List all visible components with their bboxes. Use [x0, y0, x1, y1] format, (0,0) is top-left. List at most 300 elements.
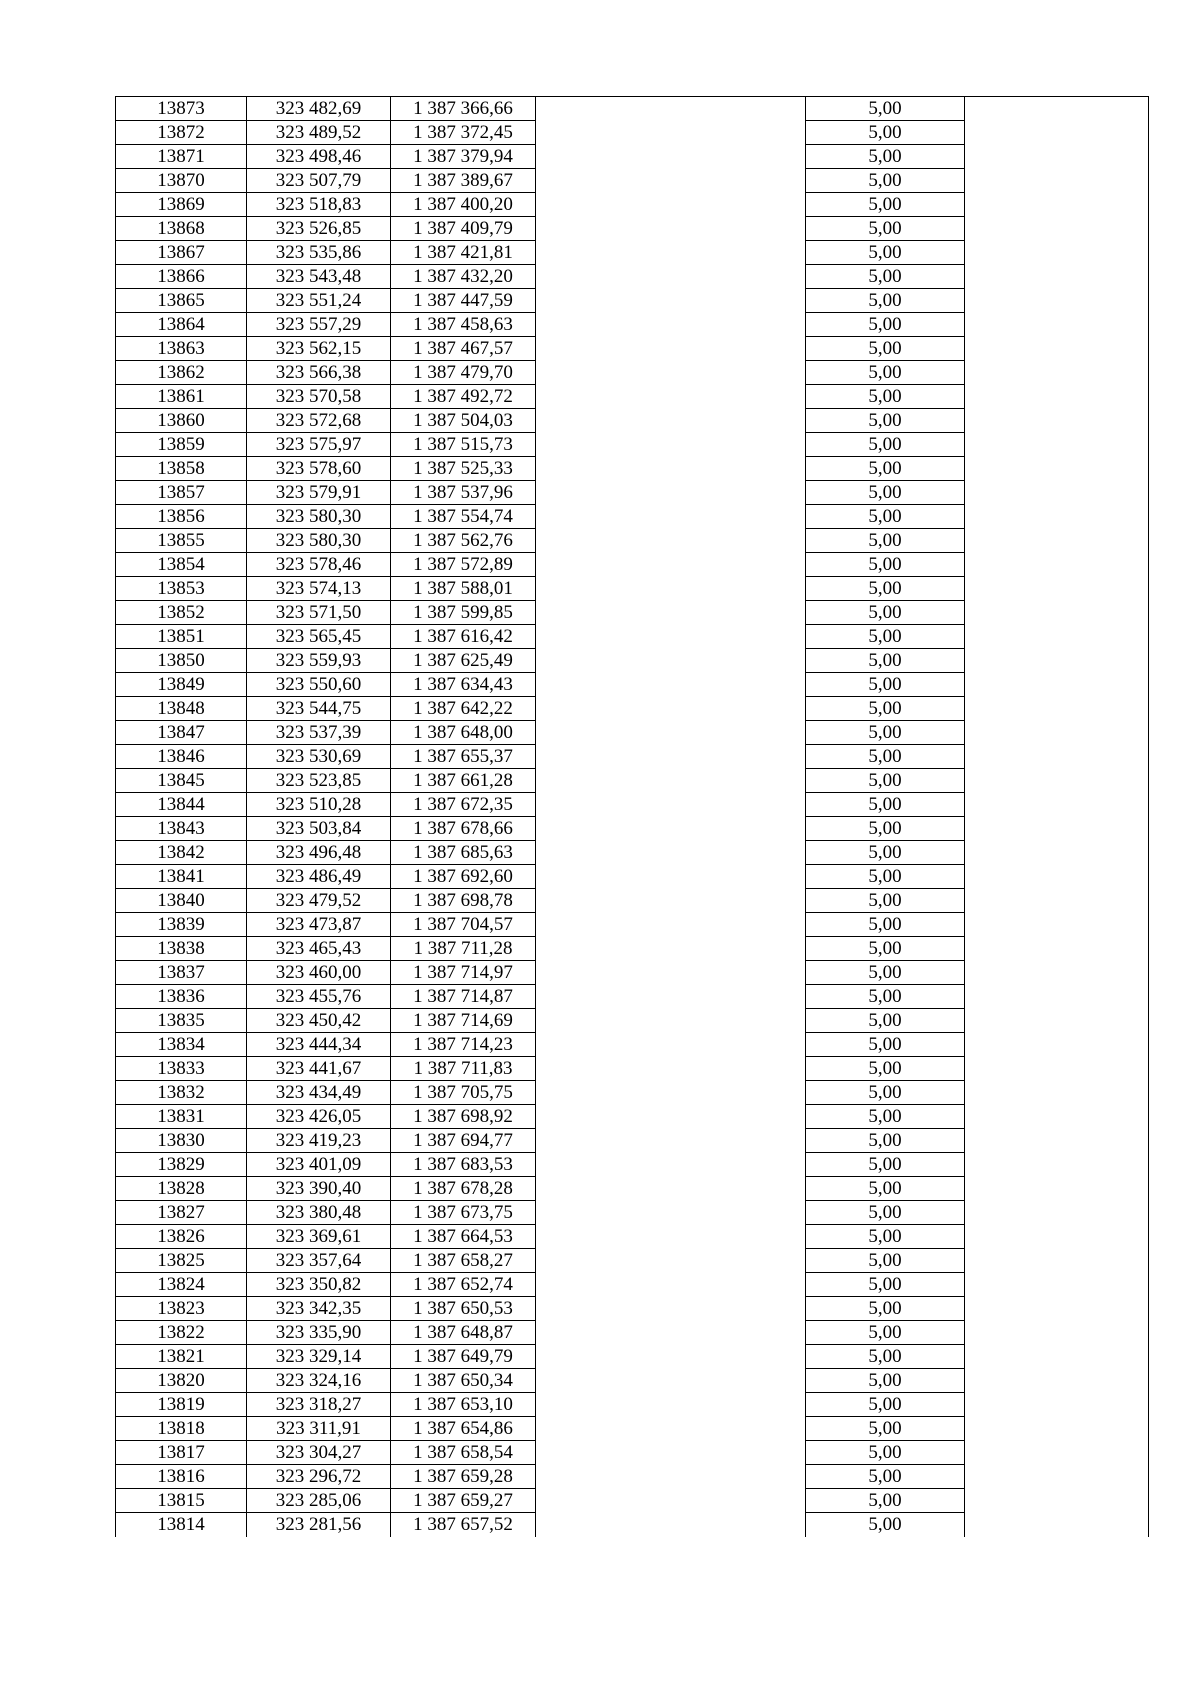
value-cell: 5,00 [806, 529, 965, 553]
value-cell: 5,00 [806, 1105, 965, 1129]
point-number-cell: 13830 [116, 1129, 247, 1153]
empty-cell [965, 1033, 1149, 1057]
empty-cell [536, 1201, 806, 1225]
table-row [116, 313, 1149, 337]
coordinates-table [115, 96, 1149, 1537]
value-cell: 5,00 [806, 433, 965, 457]
empty-cell [536, 145, 806, 169]
empty-cell [965, 1321, 1149, 1345]
table-row [116, 745, 1149, 769]
empty-cell [536, 697, 806, 721]
empty-cell [536, 1033, 806, 1057]
y-coordinate-cell: 1 387 711,83 [391, 1057, 536, 1081]
table-row [116, 841, 1149, 865]
table-row [116, 481, 1149, 505]
x-coordinate-cell: 323 523,85 [247, 769, 391, 793]
value-cell: 5,00 [806, 625, 965, 649]
empty-cell [965, 865, 1149, 889]
x-coordinate-cell: 323 311,91 [247, 1417, 391, 1441]
x-coordinate-cell: 323 551,24 [247, 289, 391, 313]
x-coordinate-cell: 323 281,56 [247, 1513, 391, 1537]
x-coordinate-cell: 323 498,46 [247, 145, 391, 169]
y-coordinate-cell: 1 387 525,33 [391, 457, 536, 481]
table-row [116, 985, 1149, 1009]
value-cell: 5,00 [806, 601, 965, 625]
value-cell: 5,00 [806, 1441, 965, 1465]
empty-cell [536, 481, 806, 505]
empty-cell [536, 817, 806, 841]
empty-cell [965, 1489, 1149, 1513]
empty-cell [536, 1369, 806, 1393]
empty-cell [965, 1249, 1149, 1273]
value-cell: 5,00 [806, 937, 965, 961]
value-cell: 5,00 [806, 289, 965, 313]
table-row [116, 913, 1149, 937]
table-row [116, 289, 1149, 313]
value-cell: 5,00 [806, 1393, 965, 1417]
empty-cell [536, 1273, 806, 1297]
empty-cell [965, 313, 1149, 337]
empty-cell [536, 457, 806, 481]
value-cell: 5,00 [806, 505, 965, 529]
x-coordinate-cell: 323 543,48 [247, 265, 391, 289]
point-number-cell: 13824 [116, 1273, 247, 1297]
x-coordinate-cell: 323 535,86 [247, 241, 391, 265]
value-cell: 5,00 [806, 793, 965, 817]
value-cell: 5,00 [806, 1201, 965, 1225]
empty-cell [965, 1225, 1149, 1249]
table-row [116, 1057, 1149, 1081]
y-coordinate-cell: 1 387 562,76 [391, 529, 536, 553]
empty-cell [965, 1393, 1149, 1417]
empty-cell [965, 1417, 1149, 1441]
empty-cell [536, 505, 806, 529]
value-cell: 5,00 [806, 1009, 965, 1033]
value-cell: 5,00 [806, 553, 965, 577]
point-number-cell: 13851 [116, 625, 247, 649]
table-row [116, 529, 1149, 553]
x-coordinate-cell: 323 450,42 [247, 1009, 391, 1033]
x-coordinate-cell: 323 566,38 [247, 361, 391, 385]
y-coordinate-cell: 1 387 655,37 [391, 745, 536, 769]
table-row [116, 505, 1149, 529]
value-cell: 5,00 [806, 817, 965, 841]
x-coordinate-cell: 323 510,28 [247, 793, 391, 817]
value-cell: 5,00 [806, 241, 965, 265]
empty-cell [536, 241, 806, 265]
value-cell: 5,00 [806, 913, 965, 937]
x-coordinate-cell: 323 489,52 [247, 121, 391, 145]
table-row [116, 697, 1149, 721]
table-row [116, 1177, 1149, 1201]
y-coordinate-cell: 1 387 714,69 [391, 1009, 536, 1033]
y-coordinate-cell: 1 387 658,54 [391, 1441, 536, 1465]
point-number-cell: 13836 [116, 985, 247, 1009]
value-cell: 5,00 [806, 1297, 965, 1321]
value-cell: 5,00 [806, 673, 965, 697]
empty-cell [965, 97, 1149, 121]
point-number-cell: 13827 [116, 1201, 247, 1225]
y-coordinate-cell: 1 387 649,79 [391, 1345, 536, 1369]
table-row [116, 97, 1149, 121]
empty-cell [965, 1057, 1149, 1081]
point-number-cell: 13862 [116, 361, 247, 385]
point-number-cell: 13835 [116, 1009, 247, 1033]
table-row [116, 457, 1149, 481]
empty-cell [536, 937, 806, 961]
value-cell: 5,00 [806, 97, 965, 121]
empty-cell [536, 985, 806, 1009]
empty-cell [965, 457, 1149, 481]
y-coordinate-cell: 1 387 661,28 [391, 769, 536, 793]
empty-cell [536, 1249, 806, 1273]
value-cell: 5,00 [806, 409, 965, 433]
table-row [116, 1465, 1149, 1489]
empty-cell [965, 1129, 1149, 1153]
point-number-cell: 13849 [116, 673, 247, 697]
table-row [116, 121, 1149, 145]
value-cell: 5,00 [806, 1369, 965, 1393]
point-number-cell: 13819 [116, 1393, 247, 1417]
table-row [116, 1129, 1149, 1153]
empty-cell [965, 553, 1149, 577]
point-number-cell: 13838 [116, 937, 247, 961]
empty-cell [965, 1177, 1149, 1201]
y-coordinate-cell: 1 387 711,28 [391, 937, 536, 961]
table-row [116, 169, 1149, 193]
point-number-cell: 13825 [116, 1249, 247, 1273]
empty-cell [965, 361, 1149, 385]
x-coordinate-cell: 323 550,60 [247, 673, 391, 697]
table-row [116, 769, 1149, 793]
empty-cell [536, 1129, 806, 1153]
table-row [116, 1393, 1149, 1417]
empty-cell [536, 961, 806, 985]
table-row [116, 1417, 1149, 1441]
value-cell: 5,00 [806, 193, 965, 217]
point-number-cell: 13837 [116, 961, 247, 985]
y-coordinate-cell: 1 387 678,66 [391, 817, 536, 841]
value-cell: 5,00 [806, 1465, 965, 1489]
empty-cell [536, 313, 806, 337]
empty-cell [536, 913, 806, 937]
table-row [116, 553, 1149, 577]
table-row [116, 1201, 1149, 1225]
x-coordinate-cell: 323 434,49 [247, 1081, 391, 1105]
table-row [116, 1345, 1149, 1369]
point-number-cell: 13848 [116, 697, 247, 721]
x-coordinate-cell: 323 419,23 [247, 1129, 391, 1153]
empty-cell [536, 433, 806, 457]
point-number-cell: 13860 [116, 409, 247, 433]
table-row [116, 649, 1149, 673]
empty-cell [536, 1153, 806, 1177]
y-coordinate-cell: 1 387 694,77 [391, 1129, 536, 1153]
point-number-cell: 13870 [116, 169, 247, 193]
y-coordinate-cell: 1 387 652,74 [391, 1273, 536, 1297]
empty-cell [965, 1369, 1149, 1393]
point-number-cell: 13815 [116, 1489, 247, 1513]
value-cell: 5,00 [806, 217, 965, 241]
x-coordinate-cell: 323 444,34 [247, 1033, 391, 1057]
point-number-cell: 13861 [116, 385, 247, 409]
x-coordinate-cell: 323 426,05 [247, 1105, 391, 1129]
y-coordinate-cell: 1 387 599,85 [391, 601, 536, 625]
empty-cell [965, 145, 1149, 169]
x-coordinate-cell: 323 350,82 [247, 1273, 391, 1297]
value-cell: 5,00 [806, 889, 965, 913]
point-number-cell: 13869 [116, 193, 247, 217]
point-number-cell: 13859 [116, 433, 247, 457]
empty-cell [536, 889, 806, 913]
y-coordinate-cell: 1 387 659,27 [391, 1489, 536, 1513]
empty-cell [965, 1201, 1149, 1225]
table-row [116, 1249, 1149, 1273]
table-row [116, 1489, 1149, 1513]
value-cell: 5,00 [806, 313, 965, 337]
empty-cell [965, 769, 1149, 793]
x-coordinate-cell: 323 507,79 [247, 169, 391, 193]
table-row [116, 265, 1149, 289]
x-coordinate-cell: 323 575,97 [247, 433, 391, 457]
x-coordinate-cell: 323 518,83 [247, 193, 391, 217]
table-row [116, 433, 1149, 457]
x-coordinate-cell: 323 496,48 [247, 841, 391, 865]
value-cell: 5,00 [806, 457, 965, 481]
point-number-cell: 13845 [116, 769, 247, 793]
table-row [116, 1225, 1149, 1249]
point-number-cell: 13839 [116, 913, 247, 937]
value-cell: 5,00 [806, 337, 965, 361]
empty-cell [965, 409, 1149, 433]
y-coordinate-cell: 1 387 683,53 [391, 1153, 536, 1177]
point-number-cell: 13868 [116, 217, 247, 241]
x-coordinate-cell: 323 335,90 [247, 1321, 391, 1345]
y-coordinate-cell: 1 387 537,96 [391, 481, 536, 505]
empty-cell [536, 1297, 806, 1321]
y-coordinate-cell: 1 387 634,43 [391, 673, 536, 697]
table-row [116, 937, 1149, 961]
empty-cell [536, 337, 806, 361]
y-coordinate-cell: 1 387 642,22 [391, 697, 536, 721]
y-coordinate-cell: 1 387 659,28 [391, 1465, 536, 1489]
value-cell: 5,00 [806, 1345, 965, 1369]
y-coordinate-cell: 1 387 372,45 [391, 121, 536, 145]
y-coordinate-cell: 1 387 705,75 [391, 1081, 536, 1105]
table-row [116, 961, 1149, 985]
empty-cell [536, 793, 806, 817]
value-cell: 5,00 [806, 745, 965, 769]
value-cell: 5,00 [806, 481, 965, 505]
empty-cell [965, 817, 1149, 841]
y-coordinate-cell: 1 387 673,75 [391, 1201, 536, 1225]
y-coordinate-cell: 1 387 714,87 [391, 985, 536, 1009]
point-number-cell: 13817 [116, 1441, 247, 1465]
table-row [116, 601, 1149, 625]
y-coordinate-cell: 1 387 432,20 [391, 265, 536, 289]
value-cell: 5,00 [806, 769, 965, 793]
empty-cell [536, 1177, 806, 1201]
empty-cell [536, 289, 806, 313]
empty-cell [965, 721, 1149, 745]
value-cell: 5,00 [806, 1057, 965, 1081]
empty-cell [536, 841, 806, 865]
empty-cell [965, 337, 1149, 361]
empty-cell [536, 601, 806, 625]
point-number-cell: 13840 [116, 889, 247, 913]
x-coordinate-cell: 323 486,49 [247, 865, 391, 889]
table-row [116, 865, 1149, 889]
table-row [116, 409, 1149, 433]
point-number-cell: 13864 [116, 313, 247, 337]
x-coordinate-cell: 323 473,87 [247, 913, 391, 937]
x-coordinate-cell: 323 380,48 [247, 1201, 391, 1225]
empty-cell [965, 1465, 1149, 1489]
empty-cell [965, 121, 1149, 145]
empty-cell [536, 1081, 806, 1105]
x-coordinate-cell: 323 369,61 [247, 1225, 391, 1249]
empty-cell [965, 169, 1149, 193]
table-row [116, 361, 1149, 385]
table-row [116, 337, 1149, 361]
empty-cell [536, 1417, 806, 1441]
y-coordinate-cell: 1 387 467,57 [391, 337, 536, 361]
empty-cell [536, 721, 806, 745]
empty-cell [965, 697, 1149, 721]
empty-cell [965, 505, 1149, 529]
empty-cell [965, 913, 1149, 937]
y-coordinate-cell: 1 387 698,92 [391, 1105, 536, 1129]
x-coordinate-cell: 323 580,30 [247, 529, 391, 553]
empty-cell [965, 1081, 1149, 1105]
value-cell: 5,00 [806, 1081, 965, 1105]
empty-cell [536, 217, 806, 241]
empty-cell [536, 673, 806, 697]
y-coordinate-cell: 1 387 616,42 [391, 625, 536, 649]
empty-cell [536, 1321, 806, 1345]
table-row [116, 1513, 1149, 1537]
empty-cell [965, 1273, 1149, 1297]
empty-cell [536, 1465, 806, 1489]
x-coordinate-cell: 323 565,45 [247, 625, 391, 649]
point-number-cell: 13866 [116, 265, 247, 289]
empty-cell [536, 1513, 806, 1537]
x-coordinate-cell: 323 537,39 [247, 721, 391, 745]
empty-cell [536, 1489, 806, 1513]
point-number-cell: 13822 [116, 1321, 247, 1345]
table-row [116, 241, 1149, 265]
value-cell: 5,00 [806, 169, 965, 193]
table-row [116, 1105, 1149, 1129]
empty-cell [965, 841, 1149, 865]
x-coordinate-cell: 323 482,69 [247, 97, 391, 121]
table-row [116, 625, 1149, 649]
empty-cell [965, 625, 1149, 649]
x-coordinate-cell: 323 357,64 [247, 1249, 391, 1273]
point-number-cell: 13863 [116, 337, 247, 361]
y-coordinate-cell: 1 387 653,10 [391, 1393, 536, 1417]
empty-cell [536, 1345, 806, 1369]
x-coordinate-cell: 323 571,50 [247, 601, 391, 625]
table-row [116, 721, 1149, 745]
y-coordinate-cell: 1 387 400,20 [391, 193, 536, 217]
empty-cell [965, 193, 1149, 217]
table-row [116, 145, 1149, 169]
empty-cell [965, 529, 1149, 553]
x-coordinate-cell: 323 285,06 [247, 1489, 391, 1513]
point-number-cell: 13832 [116, 1081, 247, 1105]
empty-cell [536, 409, 806, 433]
point-number-cell: 13821 [116, 1345, 247, 1369]
y-coordinate-cell: 1 387 648,87 [391, 1321, 536, 1345]
x-coordinate-cell: 323 329,14 [247, 1345, 391, 1369]
value-cell: 5,00 [806, 721, 965, 745]
x-coordinate-cell: 323 479,52 [247, 889, 391, 913]
point-number-cell: 13834 [116, 1033, 247, 1057]
point-number-cell: 13842 [116, 841, 247, 865]
y-coordinate-cell: 1 387 625,49 [391, 649, 536, 673]
point-number-cell: 13858 [116, 457, 247, 481]
x-coordinate-cell: 323 559,93 [247, 649, 391, 673]
value-cell: 5,00 [806, 1489, 965, 1513]
value-cell: 5,00 [806, 1153, 965, 1177]
table-row [116, 1297, 1149, 1321]
x-coordinate-cell: 323 544,75 [247, 697, 391, 721]
point-number-cell: 13818 [116, 1417, 247, 1441]
table-row [116, 673, 1149, 697]
y-coordinate-cell: 1 387 447,59 [391, 289, 536, 313]
table-row [116, 817, 1149, 841]
value-cell: 5,00 [806, 697, 965, 721]
empty-cell [536, 1393, 806, 1417]
point-number-cell: 13814 [116, 1513, 247, 1537]
y-coordinate-cell: 1 387 554,74 [391, 505, 536, 529]
empty-cell [965, 241, 1149, 265]
point-number-cell: 13856 [116, 505, 247, 529]
x-coordinate-cell: 323 318,27 [247, 1393, 391, 1417]
y-coordinate-cell: 1 387 654,86 [391, 1417, 536, 1441]
y-coordinate-cell: 1 387 458,63 [391, 313, 536, 337]
y-coordinate-cell: 1 387 572,89 [391, 553, 536, 577]
point-number-cell: 13831 [116, 1105, 247, 1129]
y-coordinate-cell: 1 387 692,60 [391, 865, 536, 889]
y-coordinate-cell: 1 387 421,81 [391, 241, 536, 265]
x-coordinate-cell: 323 572,68 [247, 409, 391, 433]
empty-cell [536, 1105, 806, 1129]
point-number-cell: 13844 [116, 793, 247, 817]
empty-cell [536, 649, 806, 673]
x-coordinate-cell: 323 441,67 [247, 1057, 391, 1081]
empty-cell [965, 1345, 1149, 1369]
x-coordinate-cell: 323 401,09 [247, 1153, 391, 1177]
point-number-cell: 13846 [116, 745, 247, 769]
x-coordinate-cell: 323 455,76 [247, 985, 391, 1009]
y-coordinate-cell: 1 387 650,34 [391, 1369, 536, 1393]
empty-cell [965, 1009, 1149, 1033]
empty-cell [965, 937, 1149, 961]
y-coordinate-cell: 1 387 588,01 [391, 577, 536, 601]
x-coordinate-cell: 323 460,00 [247, 961, 391, 985]
point-number-cell: 13841 [116, 865, 247, 889]
coordinates-table-body [116, 97, 1149, 1537]
empty-cell [536, 529, 806, 553]
value-cell: 5,00 [806, 961, 965, 985]
empty-cell [965, 1441, 1149, 1465]
empty-cell [965, 577, 1149, 601]
empty-cell [536, 361, 806, 385]
empty-cell [536, 1057, 806, 1081]
point-number-cell: 13857 [116, 481, 247, 505]
